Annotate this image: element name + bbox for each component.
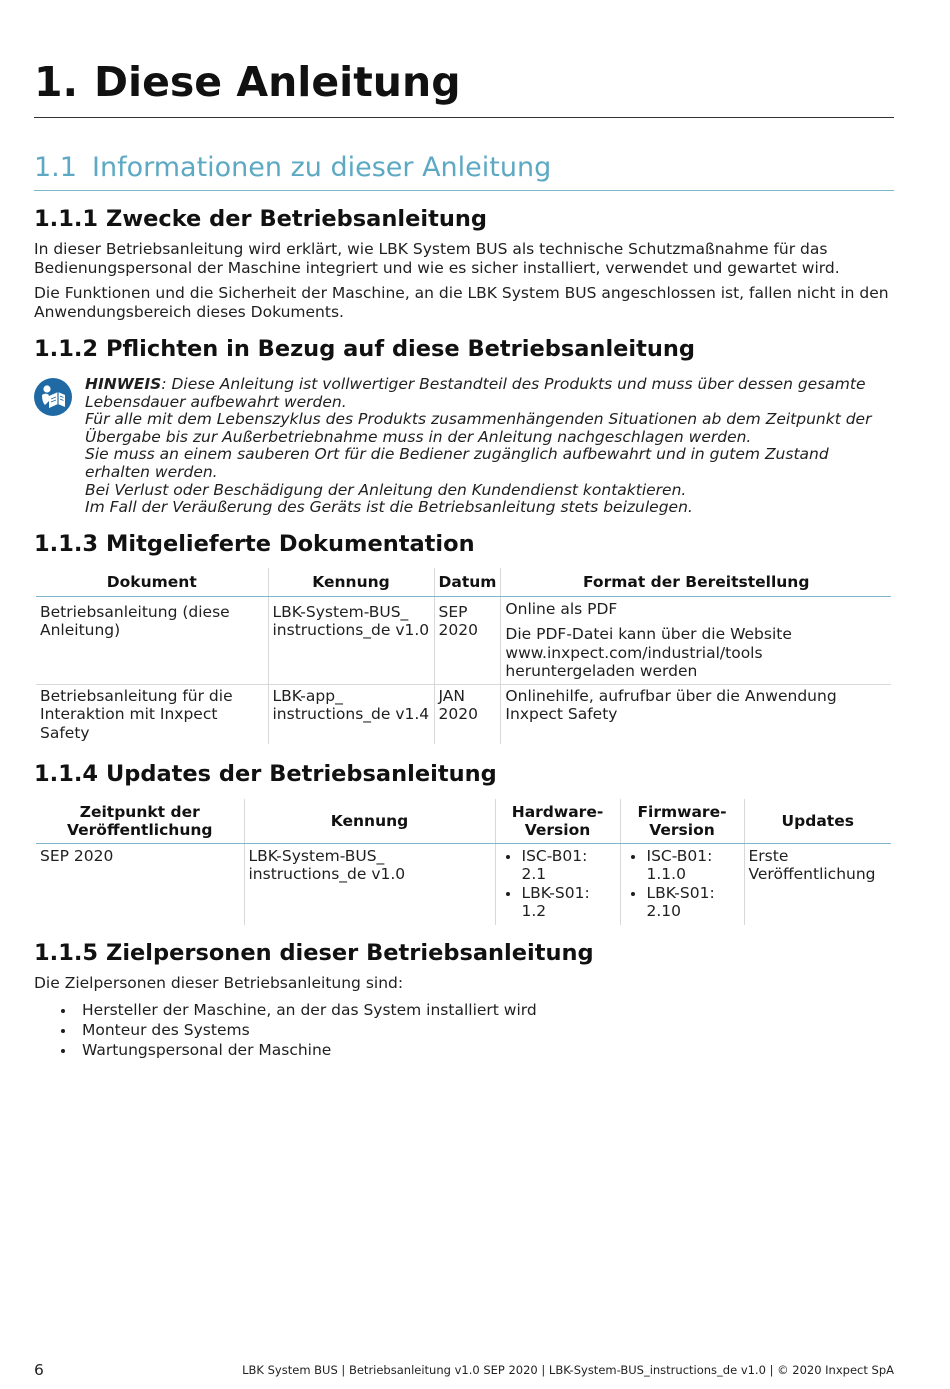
subsection-title: Mitgelieferte Dokumentation <box>106 531 475 557</box>
table-cell <box>495 843 620 925</box>
subsection-heading-purpose <box>34 206 487 232</box>
updates-table <box>36 799 891 925</box>
list-item: Wartungspersonal der Maschine <box>34 1040 894 1060</box>
note-line: Im Fall der Veräußerung des Geräts ist die Betriebsanleitung stets beizulegen. <box>85 498 693 517</box>
subsection-heading-obligations <box>34 336 695 362</box>
paragraph: Die Funktionen und die Sicherheit der Maschine, an die LBK System BUS angeschlossen ist, fallen nicht in den Anwendungsbereich dieses Dokuments. <box>34 284 889 321</box>
chapter-number: 1. <box>34 58 79 106</box>
column-header: Format der Bereitstellung <box>501 568 891 596</box>
table-cell: LBK-System-BUS_ instructions_de v1.0 <box>244 843 495 925</box>
page-number: 6 <box>34 1361 44 1379</box>
column-header: Datum <box>434 568 501 596</box>
column-header: Zeitpunkt der Veröffentlichung <box>36 799 244 843</box>
cell-paragraph: Die PDF-Datei kann über die Website www.inxpect.com/industrial/tools heruntergeladen werden <box>505 625 792 680</box>
subsection-heading-audience <box>34 940 594 966</box>
paragraph: In dieser Betriebsanleitung wird erklärt, wie LBK System BUS als technische Schutzmaßnahme für das Bedienungspersonal der Maschine integriert und wie es sicher installiert, verwendet und gewartet wird. <box>34 240 840 277</box>
subsection-title: Pflichten in Bezug auf diese Betriebsanleitung <box>106 336 696 362</box>
paragraph: Die Zielpersonen dieser Betriebsanleitung sind: <box>34 974 404 992</box>
table-cell: SEP 2020 <box>40 846 114 865</box>
footer-text: LBK System BUS | Betriebsanleitung v1.0 SEP 2020 | LBK-System-BUS_instructions_de v1.0 | © 2020 Inxpect SpA <box>242 1363 894 1377</box>
table-cell: LBK-System-BUS_ instructions_de v1.0 <box>268 596 434 684</box>
table-cell: JAN 2020 <box>434 684 501 744</box>
subsection-number: 1.1.3 <box>34 531 99 557</box>
table-cell: LBK-app_ instructions_de v1.4 <box>268 684 434 744</box>
note-line: Bei Verlust oder Beschädigung der Anleitung den Kundendienst kontaktieren. <box>85 480 687 499</box>
chapter-title: Diese Anleitung <box>94 58 461 106</box>
note-line: Für alle mit dem Lebenszyklus des Produkts zusammenhängenden Situationen ab dem Zeitpunkt der Übergabe bis zur Außerbetriebnahme muss in der Anleitung nachgeschlagen werden. <box>85 410 872 446</box>
table-cell: SEP 2020 <box>434 596 501 684</box>
subsection-title: Updates der Betriebsanleitung <box>106 761 497 787</box>
subsection-title: Zielpersonen dieser Betriebsanleitung <box>106 940 594 966</box>
audience-list <box>34 1000 894 1060</box>
table-cell: Erste Veröffentlichung <box>744 843 891 925</box>
list-item: LBK-S01: 1.2 <box>500 884 616 921</box>
list-item: Hersteller der Maschine, an der das System installiert wird <box>34 1000 894 1020</box>
column-header: Dokument <box>36 568 268 596</box>
subsection-heading-documentation <box>34 531 475 557</box>
subsection-number: 1.1.2 <box>34 336 99 362</box>
firmware-version-list <box>625 847 740 921</box>
note-line: Sie muss an einem sauberen Ort für die Bediener zugänglich aufbewahrt und in gutem Zustand erhalten werden. <box>85 445 829 481</box>
chapter-heading <box>34 58 894 118</box>
table-cell <box>620 843 744 925</box>
column-header: Kennung <box>268 568 434 596</box>
table-cell: Betriebsanleitung für die Interaktion mit Inxpect Safety <box>36 684 268 744</box>
list-item: ISC-B01: 2.1 <box>500 847 616 884</box>
subsection-number: 1.1.5 <box>34 940 99 966</box>
column-header: Updates <box>744 799 891 843</box>
note-line: : Diese Anleitung ist vollwertiger Bestandteil des Produkts und muss über dessen gesamte Lebensdauer aufbewahrt werden. <box>85 375 866 411</box>
note-label: HINWEIS <box>85 375 162 393</box>
section-number: 1.1 <box>34 152 77 183</box>
table-cell: Betriebsanleitung (diese Anleitung) <box>40 602 230 639</box>
subsection-title: Zwecke der Betriebsanleitung <box>106 206 487 232</box>
table-row <box>36 843 891 925</box>
list-item: LBK-S01: 2.10 <box>625 884 740 921</box>
table-cell: Onlinehilfe, aufrufbar über die Anwendung Inxpect Safety <box>501 684 891 744</box>
section-title: Informationen zu dieser Anleitung <box>92 152 552 183</box>
subsection-heading-updates <box>34 761 497 787</box>
table-row <box>36 596 891 684</box>
read-manual-icon <box>34 378 72 416</box>
list-item: ISC-B01: 1.1.0 <box>625 847 740 884</box>
table-row <box>36 684 891 744</box>
table-cell <box>501 596 891 684</box>
column-header: Hardware-Version <box>495 799 620 843</box>
subsection-number: 1.1.1 <box>34 206 99 232</box>
note-text <box>85 376 885 517</box>
hardware-version-list <box>500 847 616 921</box>
list-item: Monteur des Systems <box>34 1020 894 1040</box>
cell-paragraph: Online als PDF <box>505 599 618 618</box>
column-header: Kennung <box>244 799 495 843</box>
subsection-number: 1.1.4 <box>34 761 99 787</box>
column-header: Firmware-Version <box>620 799 744 843</box>
section-heading <box>34 152 894 191</box>
documentation-table <box>36 568 891 744</box>
